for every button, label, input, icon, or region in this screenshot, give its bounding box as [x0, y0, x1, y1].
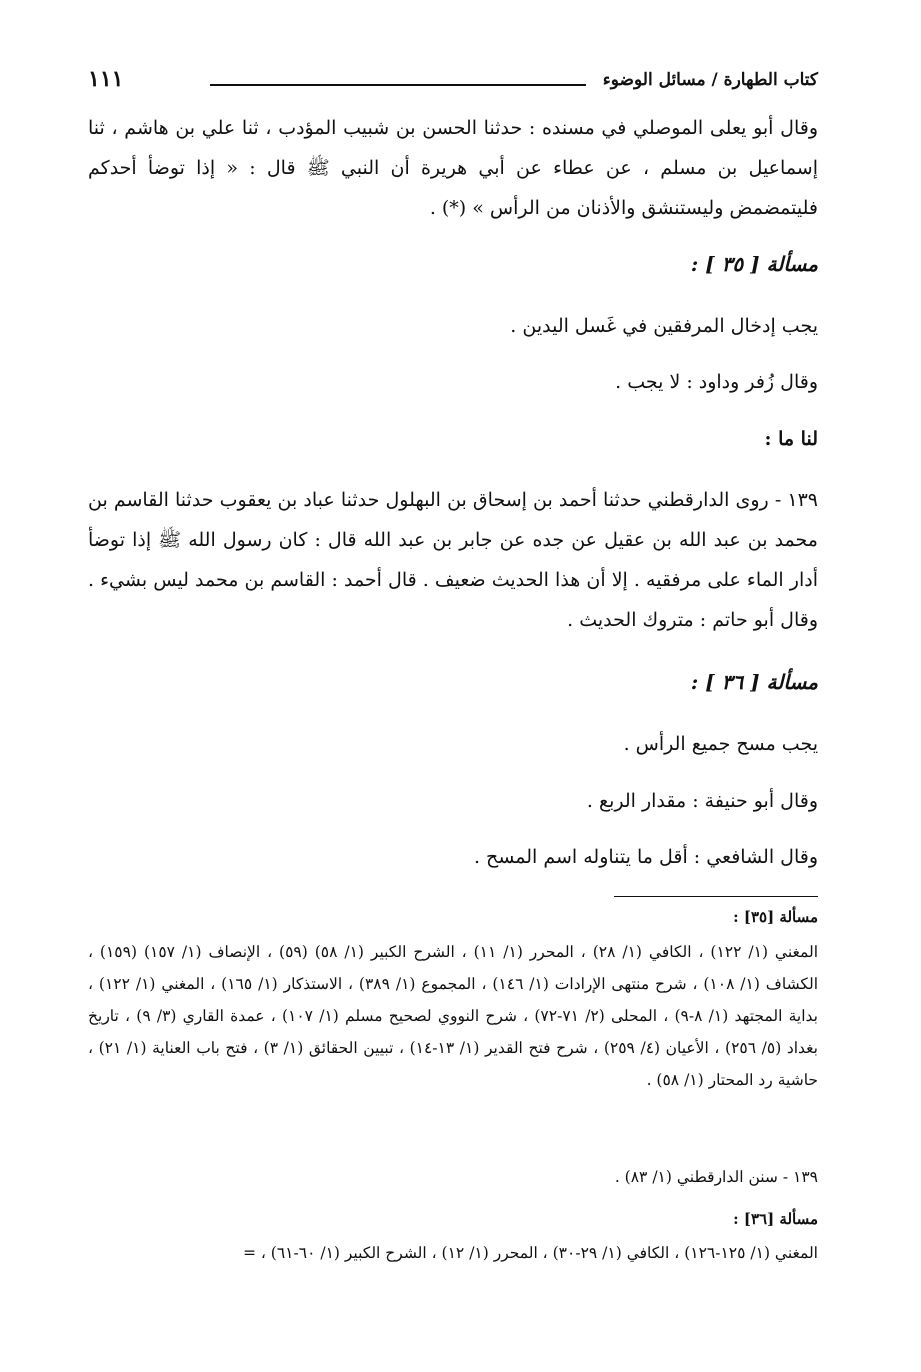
masala-36-ruling: يجب مسح جميع الرأس .: [623, 733, 818, 755]
page-header: [88, 66, 818, 98]
footnote-separator: [614, 896, 818, 897]
masala-35-dissent: وقال زُفر وداود : لا يجب .: [615, 371, 818, 393]
footnote-36-references: المغني (١/ ١٢٥-١٢٦) ، الكافي (١/ ٢٩-٣٠) ، المحرر (١/ ١٢) ، الشرح الكبير (١/ ٦٠-٦١) ، =: [242, 1244, 818, 1262]
masala-35-heading: مسألة [ ٣٥ ] :: [690, 252, 818, 276]
hadith-139-paragraph: ١٣٩ - روى الدارقطني حدثنا أحمد بن إسحاق بن البهلول حدثنا عباد بن يعقوب حدثنا القاسم بن محمد بن عبد الله بن عقيل عن جده عن جابر بن عبد الله قال : كان رسول الله ﷺ إذا توضأ أدار الماء على مرفقيه . إلا أن هذا الحديث ضعيف . قال أحمد : القاسم بن محمد ليس بشيء . وقال أبو حاتم : متروك الحديث .: [88, 489, 818, 631]
masala-35-ruling: يجب إدخال المرفقين في غَسل اليدين .: [510, 315, 818, 337]
header-rule: [210, 84, 586, 86]
footnote-35-heading: مسألة [٣٥] :: [733, 908, 818, 926]
footnote-36-heading: مسألة [٣٦] :: [733, 1210, 818, 1228]
evidence-label: لنا ما :: [764, 428, 818, 450]
paragraph-abu-yala: وقال أبو يعلى الموصلي في مسنده : حدثنا الحسن بن شبيب المؤدب ، ثنا علي بن هاشم ، ثنا إسماعيل بن مسلم ، عن عطاء عن أبي هريرة أن النبي ﷺ قال : « إذا توضأ أحدكم فليتمضمض وليستنشق والأذنان من الرأس » (*) .: [88, 117, 818, 219]
masala-36-shafii: وقال الشافعي : أقل ما يتناوله اسم المسح .: [473, 846, 818, 868]
page-number: ١١١: [88, 66, 124, 92]
masala-36-heading: مسألة [ ٣٦ ] :: [690, 670, 818, 694]
footnote-35-references: المغني (١/ ١٢٢) ، الكافي (١/ ٢٨) ، المحرر (١/ ١١) ، الشرح الكبير (١/ ٥٨) (٥٩) ، الإنصاف (١/ ١٥٧) (١٥٩) ، الكشاف (١/ ١٠٨) ، شرح منتهى الإرادات (١/ ١٤٦) ، المجموع (١/ ٣٨٩) ، الاستذكار (١/ ١٦٥) ، المغني (١/ ١٢٢) ، بداية المجتهد (١/ ٨-٩) ، المحلى (٢/ ٧١-٧٢) ، شرح النووي لصحيح مسلم (١/ ١٠٧) ، عمدة القاري (٣/ ٩) ، تاريخ بغداد (٥/ ٢٥٦) ، الأعيان (٤/ ٢٥٩) ، شرح فتح القدير (١/ ١٣-١٤) ، تبيين الحقائق (١/ ٣) ، فتح باب العناية (١/ ٢١) ، حاشية رد المحتار (١/ ٥٨) .: [88, 943, 819, 1089]
masala-36-hanafi: وقال أبو حنيفة : مقدار الربع .: [586, 790, 818, 812]
running-title: كتاب الطهارة / مسائل الوضوء: [602, 70, 818, 90]
footnote-139: ١٣٩ - سنن الدارقطني (١/ ٨٣) .: [614, 1168, 818, 1186]
